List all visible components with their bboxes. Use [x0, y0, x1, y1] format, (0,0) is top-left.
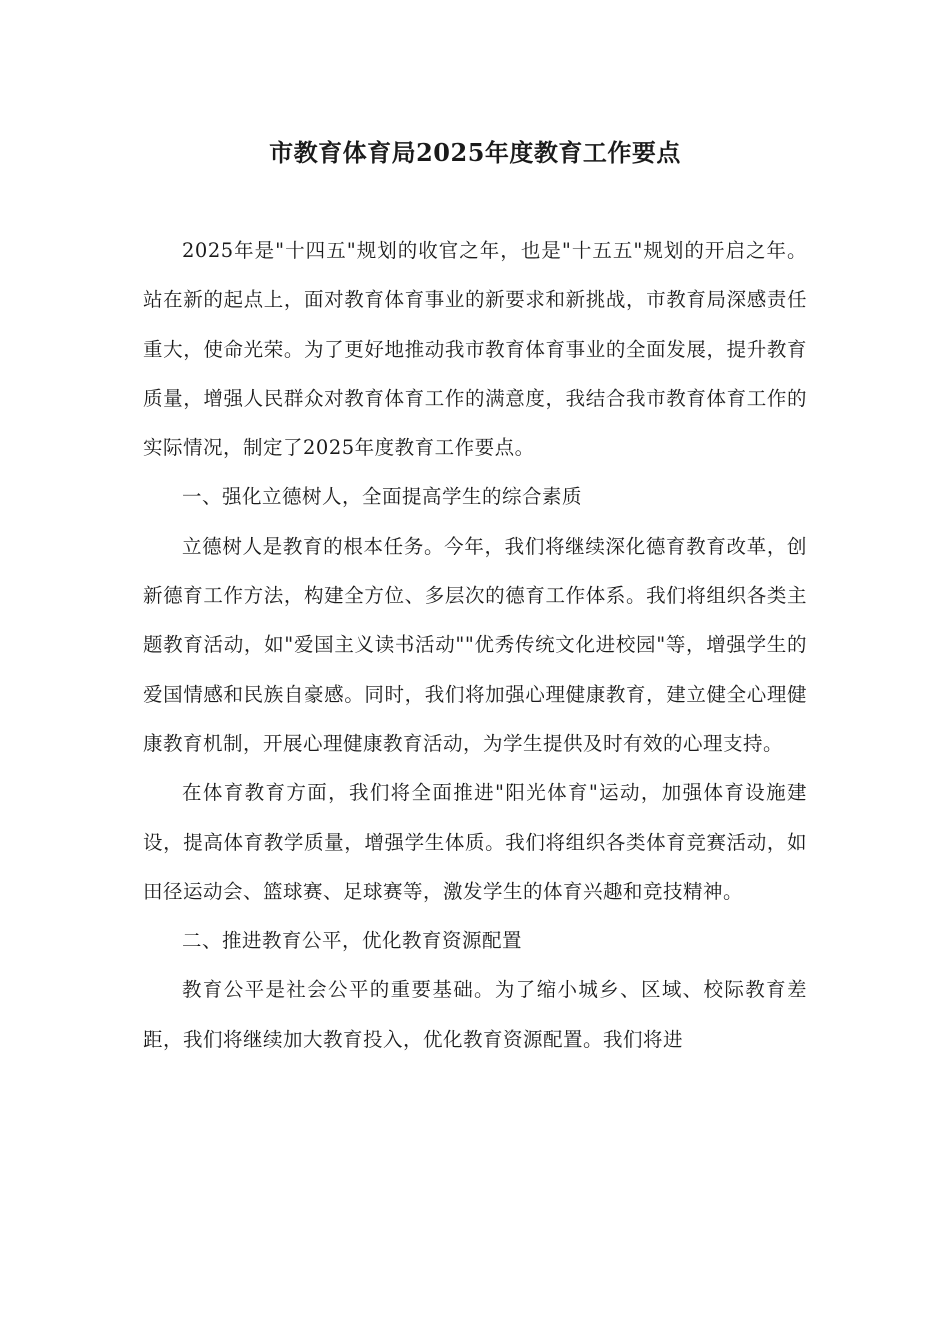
paragraph-intro: 2025年是"十四五"规划的收官之年，也是"十五五"规划的开启之年。站在新的起点上，面对教育体育事业的新要求和新挑战，市教育局深感责任重大，使命光荣。为了更好地推动我市教育体育事业的全面发展，提升教育质量，增强人民群众对教育体育工作的满意度，我结合我市教育体育工作的实际情况，制定了2025年度教育工作要点。 — [143, 239, 807, 460]
paragraph-education-equity: 教育公平是社会公平的重要基础。为了缩小城乡、区域、校际教育差距，我们将继续加大教育投入，优化教育资源配置。我们将进 — [143, 978, 807, 1051]
paragraph-physical-education: 在体育教育方面，我们将全面推进"阳光体育"运动，加强体育设施建设，提高体育教学质量，增强学生体质。我们将组织各类体育竞赛活动，如田径运动会、篮球赛、足球赛等，激发学生的体育兴趣和竞技精神。 — [143, 781, 807, 903]
paragraph-moral-education: 立德树人是教育的根本任务。今年，我们将继续深化德育教育改革，创新德育工作方法，构建全方位、多层次的德育工作体系。我们将组织各类主题教育活动，如"爱国主义读书活动""优秀传统文化进校园"等，增强学生的爱国情感和民族自豪感。同时，我们将加强心理健康教育，建立健全心理健康教育机制，开展心理健康教育活动，为学生提供及时有效的心理支持。 — [143, 534, 807, 755]
section-heading-1: 一、强化立德树人，全面提高学生的综合素质 — [182, 485, 583, 509]
section-heading-2: 二、推进教育公平，优化教育资源配置 — [182, 929, 523, 953]
document-title: 市教育体育局2025年度教育工作要点 — [269, 138, 681, 167]
document-body — [143, 226, 807, 1064]
